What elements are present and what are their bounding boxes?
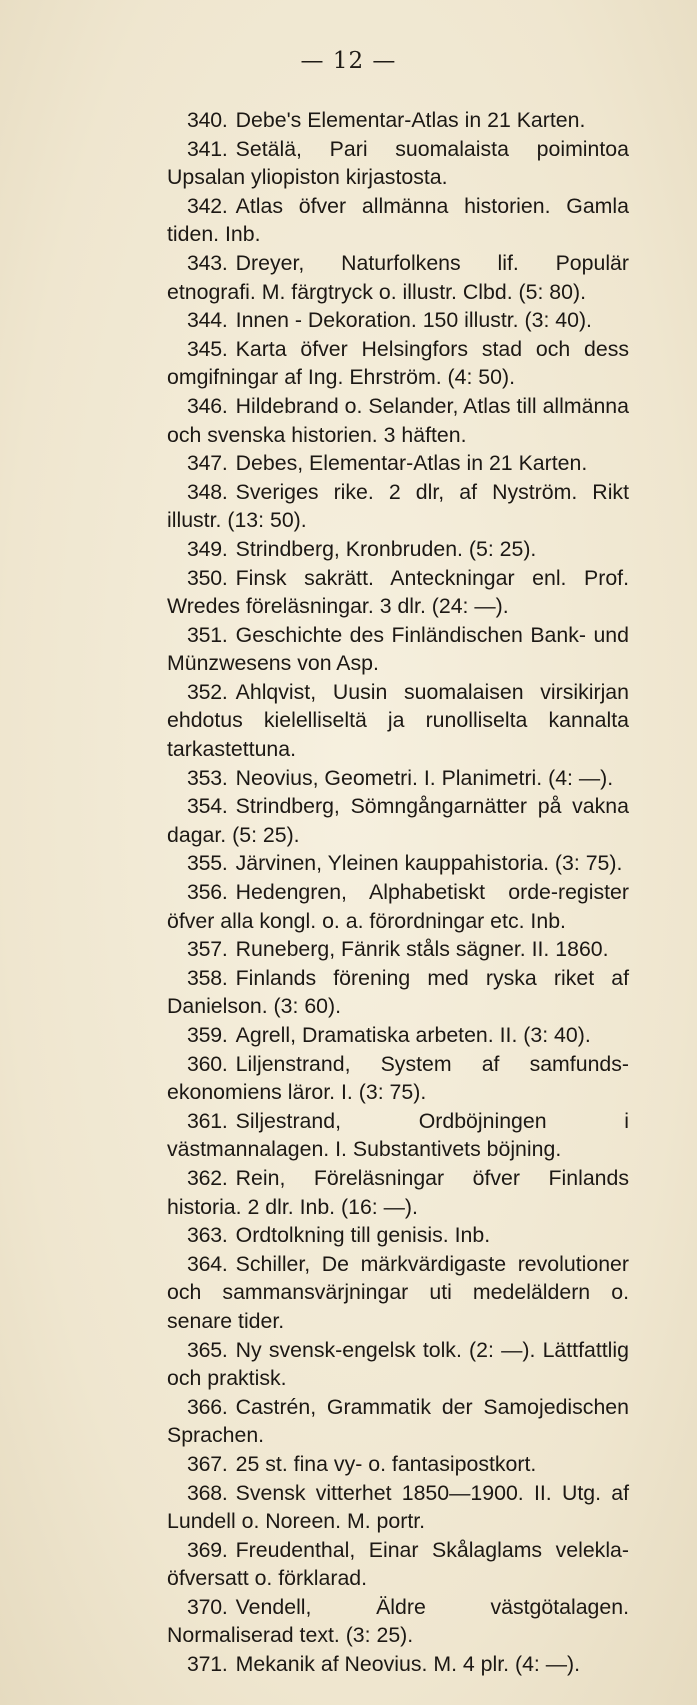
entry-number: 350. <box>187 565 228 590</box>
entry-text: Sveriges rike. 2 dlr, af Nyström. Rikt illustr. (13: 50). <box>167 479 629 533</box>
entry-number: 365. <box>187 1337 228 1362</box>
entry-number: 356. <box>187 880 228 905</box>
entry-text: Debe's Elementar-Atlas in 21 Karten. <box>235 108 586 132</box>
entry-text: Järvinen, Yleinen kauppahistoria. (3: 75). <box>235 851 623 876</box>
entry-number: 352. <box>187 679 228 704</box>
catalog-entry <box>167 1650 629 1679</box>
catalog-entry <box>167 106 629 135</box>
entry-number: 367. <box>187 1451 228 1476</box>
catalog-entry <box>167 249 629 306</box>
entry-text: Hedengren, Alphabetiskt orde-register öfver alla kongl. o. a. förordningar etc. Inb. <box>167 880 629 933</box>
catalog-entry <box>167 1250 629 1336</box>
catalog-entry <box>167 135 629 192</box>
catalog-entry <box>167 1021 629 1050</box>
entry-text: Debes, Elementar-Atlas in 21 Karten. <box>235 451 588 476</box>
catalog-entry <box>167 535 629 564</box>
entry-text: Hildebrand o. Selander, Atlas till allmänna och svenska historien. 3 häften. <box>167 393 629 447</box>
entry-text: Atlas öfver allmänna historien. Gamla tiden. Inb. <box>167 193 629 247</box>
entry-number: 361. <box>187 1108 228 1133</box>
entry-number: 346. <box>187 393 228 418</box>
entry-text: Setälä, Pari suomalaista poimintoa Upsalan yliopiston kirjastosta. <box>167 136 629 190</box>
entry-text: Karta öfver Helsingfors stad och dess omgifningar af Ing. Ehrström. (4: 50). <box>167 336 629 390</box>
catalog-list <box>167 106 629 1679</box>
catalog-entry <box>167 335 629 392</box>
catalog-entry <box>167 1336 629 1393</box>
catalog-entry <box>167 1221 629 1250</box>
entry-number: 355. <box>187 851 228 876</box>
entry-number: 343. <box>187 250 228 275</box>
entry-number: 344. <box>187 308 228 333</box>
entry-number: 354. <box>187 794 228 819</box>
catalog-entry <box>167 1393 629 1450</box>
entry-text: Rein, Föreläsningar öfver Finlands historia. 2 dlr. Inb. (16: —). <box>167 1165 629 1219</box>
entry-text: Strindberg, Sömngångarnätter på vakna dagar. (5: 25). <box>167 794 629 847</box>
catalog-entry <box>167 792 629 849</box>
entry-text: Svensk vitterhet 1850—1900. II. Utg. af Lundell o. Noreen. M. portr. <box>167 1480 629 1534</box>
entry-text: Mekanik af Neovius. M. 4 plr. (4: —). <box>235 1652 581 1677</box>
catalog-entry <box>167 1050 629 1107</box>
entry-number: 357. <box>187 937 228 962</box>
entry-text: Siljestrand, Ordböjningen i västmannalagen. I. Substantivets böjning. <box>167 1108 629 1162</box>
entry-number: 353. <box>187 765 228 790</box>
catalog-entry <box>167 392 629 449</box>
entry-number: 340. <box>187 108 228 132</box>
entry-number: 364. <box>187 1251 228 1276</box>
entry-number: 351. <box>187 622 228 647</box>
entry-text: Freudenthal, Einar Skålaglams velekla-öfversatt o. förklarad. <box>167 1537 629 1591</box>
catalog-entry <box>167 1593 629 1650</box>
entry-number: 347. <box>187 451 228 476</box>
page-number: — 12 — <box>300 48 397 74</box>
entry-text: Neovius, Geometri. I. Planimetri. (4: —). <box>235 765 614 790</box>
entry-text: Vendell, Äldre västgötalagen. Normaliserad text. (3: 25). <box>167 1594 629 1648</box>
catalog-entry <box>167 1450 629 1479</box>
entry-number: 369. <box>187 1537 228 1562</box>
entry-number: 342. <box>187 193 228 218</box>
entry-text: 25 st. fina vy- o. fantasipostkort. <box>235 1451 537 1476</box>
entry-text: Castrén, Grammatik der Samojedischen Sprachen. <box>167 1394 629 1448</box>
catalog-entry <box>167 1479 629 1536</box>
catalog-entry <box>167 678 629 764</box>
catalog-entry <box>167 449 629 478</box>
catalog-entry <box>167 1164 629 1221</box>
entry-text: Strindberg, Kronbruden. (5: 25). <box>235 536 537 561</box>
entry-text: Ordtolkning till genisis. Inb. <box>235 1223 491 1248</box>
entry-text: Agrell, Dramatiska arbeten. II. (3: 40). <box>235 1023 591 1047</box>
entry-number: 349. <box>187 536 228 561</box>
entry-number: 363. <box>187 1223 228 1248</box>
entry-text: Finsk sakrätt. Anteckningar enl. Prof. Wredes föreläsningar. 3 dlr. (24: —). <box>167 565 629 619</box>
entry-number: 359. <box>187 1023 228 1047</box>
catalog-entry <box>167 564 629 621</box>
entry-number: 370. <box>187 1594 228 1619</box>
entry-number: 371. <box>187 1652 228 1677</box>
catalog-entry <box>167 878 629 935</box>
entry-text: Liljenstrand, System af samfunds-ekonomiens läror. I. (3: 75). <box>167 1051 629 1105</box>
entry-text: Geschichte des Finländischen Bank- und Münzwesens von Asp. <box>167 622 629 676</box>
entry-number: 368. <box>187 1480 228 1505</box>
catalog-entry <box>167 478 629 535</box>
entry-text: Ahlqvist, Uusin suomalaisen virsikirjan ehdotus kielelliseltä ja runolliselta kannalta tarkastettuna. <box>167 679 629 762</box>
entry-number: 360. <box>187 1051 228 1076</box>
entry-text: Dreyer, Naturfolkens lif. Populär etnografi. M. färgtryck o. illustr. Clbd. (5: 80). <box>167 250 629 304</box>
catalog-entry <box>167 1536 629 1593</box>
entry-number: 341. <box>187 136 228 161</box>
entry-number: 358. <box>187 965 228 990</box>
catalog-entry <box>167 306 629 335</box>
catalog-entry <box>167 964 629 1021</box>
entry-text: Runeberg, Fänrik ståls sägner. II. 1860. <box>235 937 609 962</box>
entry-number: 348. <box>187 479 228 504</box>
catalog-entry <box>167 764 629 793</box>
entry-text: Finlands förening med ryska riket af Danielson. (3: 60). <box>167 965 629 1019</box>
catalog-entry <box>167 192 629 249</box>
entry-text: Ny svensk-engelsk tolk. (2: —). Lättfattlig och praktisk. <box>167 1337 629 1391</box>
entry-number: 345. <box>187 336 228 361</box>
catalog-entry <box>167 621 629 678</box>
entry-text: Schiller, De märkvärdigaste revolutioner och sammansvärjningar uti medeläldern o. senare tider. <box>167 1251 629 1333</box>
entry-text: Innen - Dekoration. 150 illustr. (3: 40). <box>235 308 592 333</box>
catalog-entry <box>167 849 629 878</box>
entry-number: 362. <box>187 1165 228 1190</box>
entry-number: 366. <box>187 1394 228 1419</box>
catalog-entry <box>167 935 629 964</box>
catalog-entry <box>167 1107 629 1164</box>
